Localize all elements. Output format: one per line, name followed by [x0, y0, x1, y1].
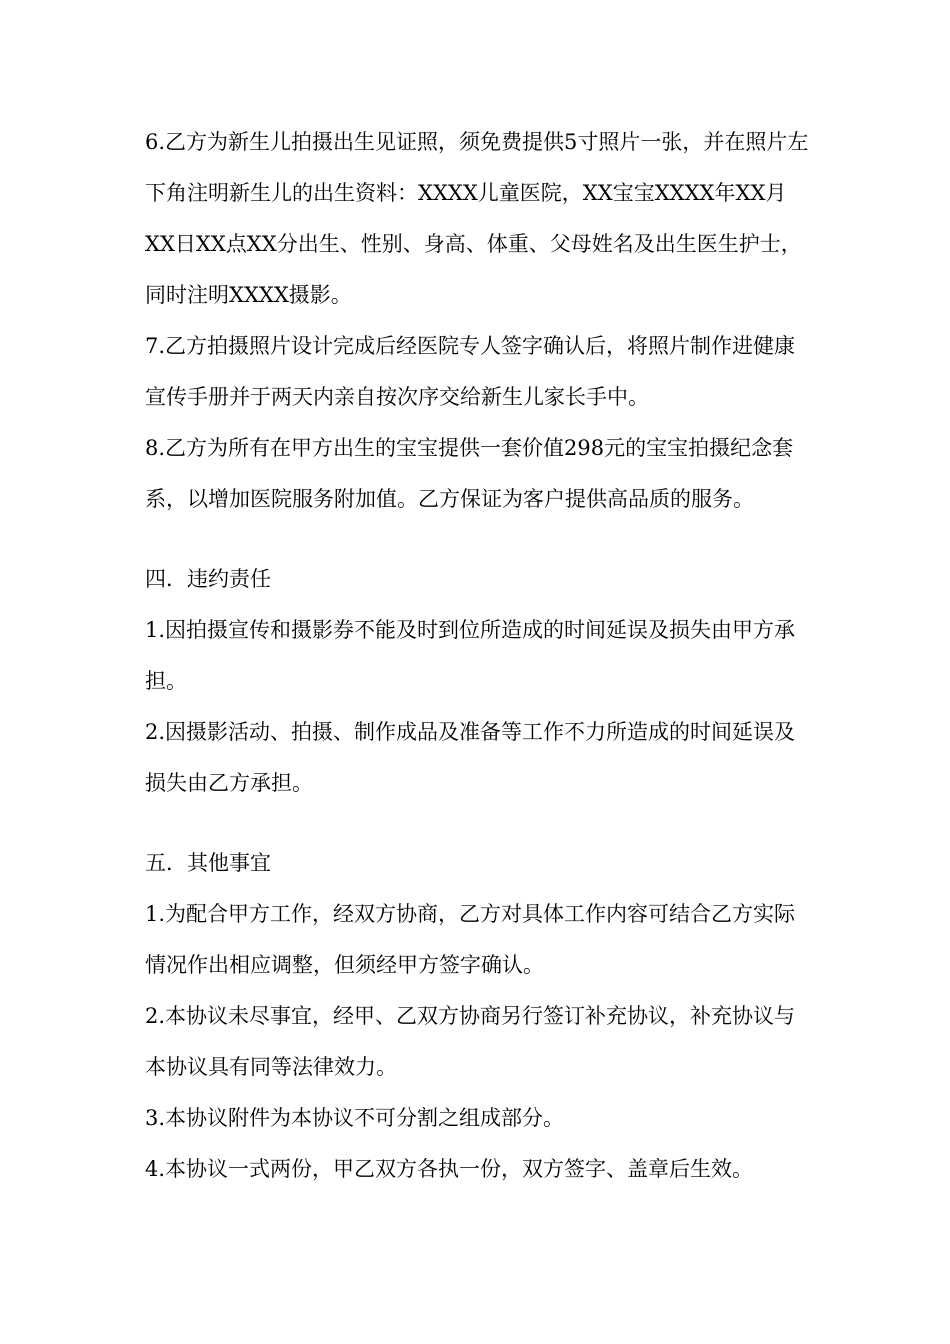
clause-3-6: 6.乙方为新生儿拍摄出生见证照，须免费提供5寸照片一张，并在照片左下角注明新生儿的出生资料：XXXX儿童医院，XX宝宝XXXX年XX月XX日XX点XX分出生、性别、身高、体重、父母姓名及出生医生护士，同时注明XXXX摄影。	[145, 130, 809, 307]
clause-3-7: 7.乙方拍摄照片设计完成后经医院专人签字确认后，将照片制作进健康宣传手册并于两天内亲自按次序交给新生儿家长手中。	[145, 334, 796, 409]
section-spacer	[145, 525, 815, 554]
section-heading-breach: 四．违约责任	[145, 567, 271, 591]
clause-5-4: 4.本协议一式两份，甲乙双方各执一份，双方签字、盖章后生效。	[145, 1157, 754, 1181]
clause-5-2: 2.本协议未尽事宜，经甲、乙双方协商另行签订补充协议，补充协议与本协议具有同等法律效力。	[145, 1004, 796, 1079]
document-body	[145, 117, 815, 1195]
section-heading-other: 五．其他事宜	[145, 851, 271, 875]
clause-4-2: 2.因摄影活动、拍摄、制作成品及准备等工作不力所造成的时间延误及损失由乙方承担。	[145, 720, 796, 795]
clause-4-1: 1.因拍摄宣传和摄影券不能及时到位所造成的时间延误及损失由甲方承担。	[145, 618, 796, 693]
section-spacer	[145, 809, 815, 838]
clause-5-1: 1.为配合甲方工作，经双方协商，乙方对具体工作内容可结合乙方实际情况作出相应调整，但须经甲方签字确认。	[145, 902, 796, 977]
clause-3-8: 8.乙方为所有在甲方出生的宝宝提供一套价值298元的宝宝拍摄纪念套系，以增加医院服务附加值。乙方保证为客户提供高品质的服务。	[145, 436, 794, 511]
clause-5-3: 3.本协议附件为本协议不可分割之组成部分。	[145, 1106, 565, 1130]
